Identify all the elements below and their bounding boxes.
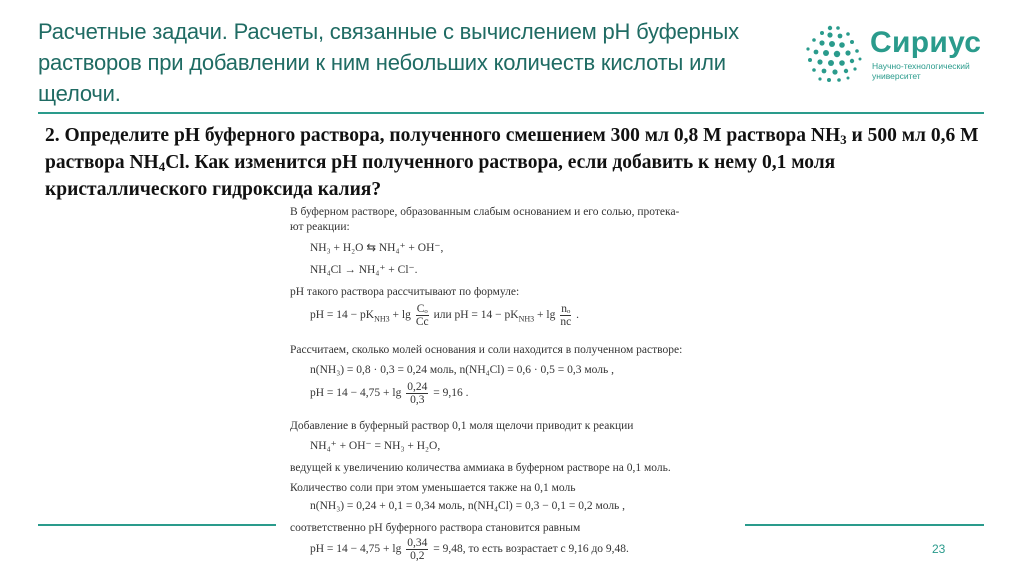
formula-part: = 9,48, то есть возрастает с 9,16 до 9,48.: [433, 543, 629, 556]
problem-sub2: 4: [158, 159, 166, 174]
solution-line: ют реакции:: [290, 221, 350, 233]
slide-title: [38, 16, 778, 109]
formula-part: + lg: [389, 309, 411, 322]
fraction: [406, 537, 428, 562]
footer-divider-left: [38, 524, 276, 526]
page-number: 23: [932, 542, 946, 556]
ph-formula: [310, 303, 579, 328]
formula-part: .: [576, 309, 580, 322]
formula-part: pH = 14 − 4,75 + lg: [310, 543, 402, 556]
formula-part: pH = 14 − 4,75 + lg: [310, 387, 402, 400]
fraction: [406, 381, 428, 406]
solution-line: соответственно pH буферного раствора становится равным: [290, 522, 581, 534]
fraction-numerator: 0,34: [407, 537, 428, 549]
fraction-denominator: 0,3: [410, 394, 425, 406]
problem-statement: [45, 122, 985, 203]
problem-text-part1: 2. Определите pH буферного раствора, полученного смешением 300 мл 0,8 М раствора NH: [45, 125, 841, 146]
solution-line: Добавление в буферный раствор 0,1 моля щелочи приводит к реакции: [290, 420, 634, 432]
fraction-denominator: Cс: [415, 316, 429, 328]
slide-title-rest: Расчеты, связанные с вычислением pH буферных растворов при добавлении к ним небольших количеств кислоты или щелочи.: [38, 19, 739, 106]
fraction: [416, 303, 429, 328]
ph-result-final: [310, 537, 629, 562]
reaction-equation: NH₄⁺ + OH⁻ = NH₃ + H₂O,: [310, 440, 441, 452]
fraction-numerator: 0,24: [407, 381, 428, 393]
formula-part: pH = 14 − pK: [310, 309, 375, 322]
solution-line: Рассчитаем, сколько молей основания и соли находится в полученном растворе:: [290, 344, 683, 356]
solution-line: Количество соли при этом уменьшается также на 0,1 моль: [290, 482, 576, 494]
footer-divider-right: [745, 524, 984, 526]
formula-part: или pH = 14 − pK: [433, 309, 519, 322]
solution-line: В буферном растворе, образованным слабым основанием и его солью, протека-: [290, 206, 680, 218]
reaction-equation: NH₄Cl → NH₄⁺ + Cl⁻.: [310, 264, 418, 276]
moles-calculation: n(NH₃) = 0,24 + 0,1 = 0,34 моль, n(NH₄Cl) = 0,3 − 0,1 = 0,2 моль ,: [310, 500, 626, 512]
solution-line: pH такого раствора рассчитывают по формуле:: [290, 286, 520, 298]
sirius-logo: [800, 24, 1000, 84]
fraction-denominator: 0,2: [410, 550, 425, 562]
fraction-numerator: Cₒ: [416, 303, 428, 315]
slide-title-main: Расчетные задачи.: [38, 19, 228, 44]
formula-part: + lg: [534, 309, 556, 322]
moles-calculation: n(NH₃) = 0,8 · 0,3 = 0,24 моль, n(NH₄Cl) = 0,6 · 0,5 = 0,3 моль ,: [310, 364, 614, 376]
header-divider: [38, 112, 984, 114]
formula-part: = 9,16 .: [433, 387, 469, 400]
fraction: [560, 303, 571, 328]
formula-sub: NH3: [518, 314, 535, 324]
logo-name: Сириус: [870, 26, 982, 59]
formula-sub: NH3: [374, 314, 390, 324]
ph-result-initial: [310, 381, 468, 406]
fraction-numerator: nₒ: [561, 303, 571, 315]
reaction-equation: NH₃ + H₂O ⇆ NH₄⁺ + OH⁻,: [310, 242, 444, 254]
fraction-denominator: nс: [560, 316, 572, 328]
problem-sub1: 3: [840, 132, 847, 147]
logo-subtitle: Научно-технологический университет: [872, 61, 970, 81]
solution-line: ведущей к увеличению количества аммиака в буферном растворе на 0,1 моль.: [290, 462, 671, 474]
problem-text-part3: Cl. Как изменится pH полученного раствора, если добавить к нему 0,1 моля кристаллического гидроксида калия?: [45, 152, 836, 200]
problem-text-part2: и 500 мл 0,6 М раствора NH: [45, 125, 979, 173]
sirius-dots-icon: [800, 24, 864, 86]
